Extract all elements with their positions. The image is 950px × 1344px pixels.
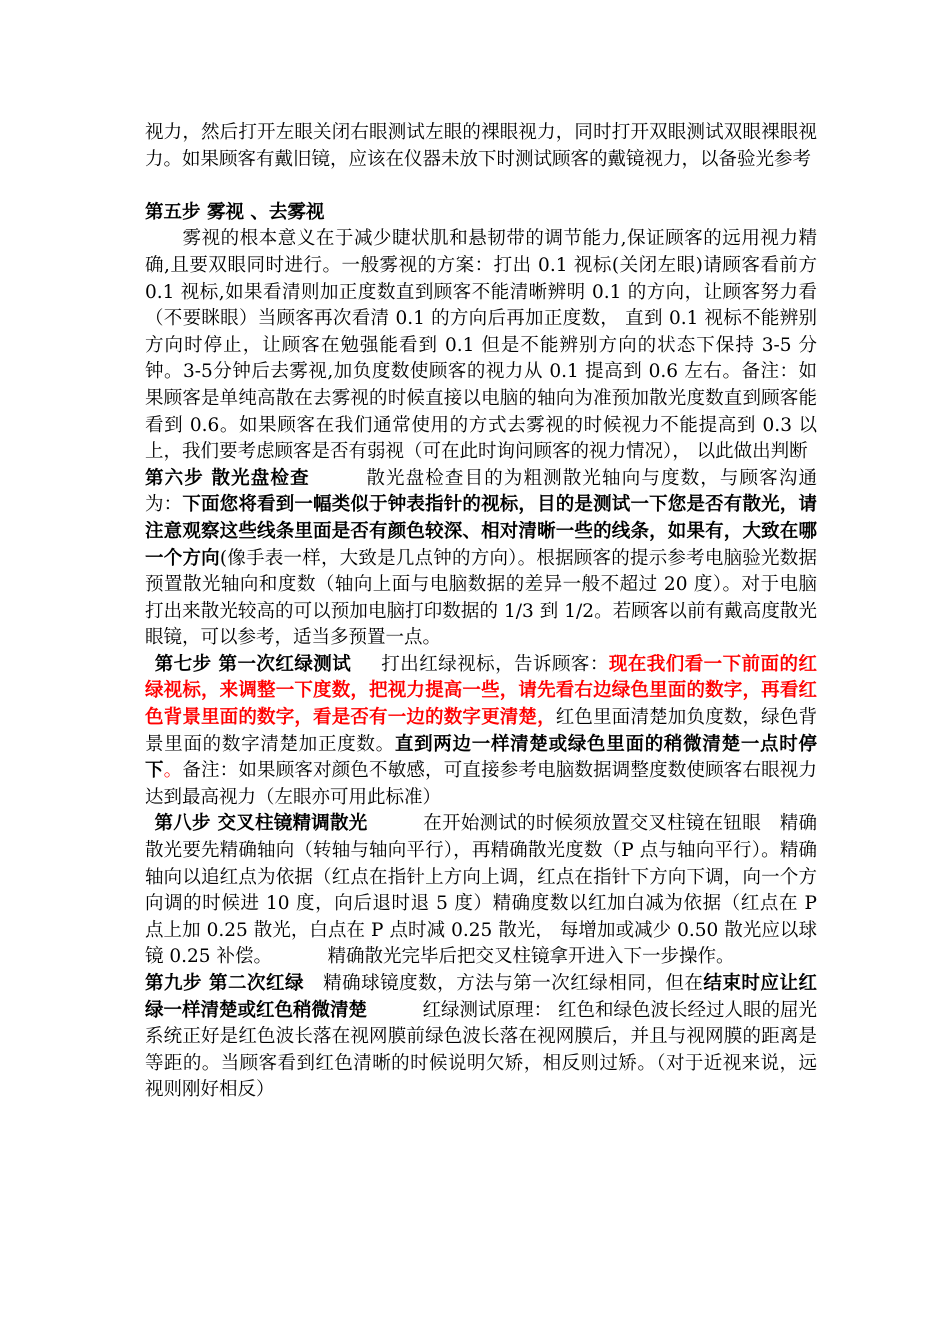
- step9-heading: 第九步 第二次红绿: [145, 973, 305, 994]
- paragraph-gap: [145, 173, 817, 200]
- step8-heading: 第八步 交叉柱镜精调散光: [154, 813, 368, 835]
- document-body: [145, 120, 817, 1104]
- step5-heading-text: 第五步 雾视 、去雾视: [145, 201, 325, 223]
- step8-paragraph: [145, 811, 817, 971]
- step8-text1: 在开始测试的时候须放置交叉柱镜在钮眼: [423, 813, 761, 835]
- step9-bold: 结束时应让红绿一样清楚或红色稍微清楚: [145, 973, 817, 1021]
- step9-text2: 红绿测试原理： 红色和绿色波长经过人眼的屈光系统正好是红色波长落在视网膜前绿色波长落在视网膜后，并且与视网膜的距离是等距的。当顾客看到红色清晰的时候说明欠矫，相反则过矫。（对于近视来说，远视则刚好相反）: [145, 999, 817, 1101]
- step6-text2: (像手表一样，大致是几点钟的方向）。根据顾客的提示参考电脑验光数据预置散光轴向和度数（轴向上面与电脑数据的差异一般不超过 20 度）。对于电脑打出来散光较高的可以预加电脑打印数据的 1/3 到 1/2。若顾客以前有戴高度散光眼镜，可以参考，适当多预置一点。: [145, 547, 817, 649]
- step7-text3: 备注：如果顾客对颜色不敏感，可直接参考电脑数据调整度数使顾客右眼视力达到最高视力（左眼亦可用此标准）: [145, 760, 817, 808]
- step5-heading: [145, 200, 817, 227]
- step7-text1: 打出红绿视标，告诉顾客：: [380, 653, 609, 675]
- step6-heading: 第六步 散光盘检查: [145, 467, 310, 489]
- intro-text: 视力，然后打开左眼关闭右眼测试左眼的裸眼视力，同时打开双眼测试双眼裸眼视力。如果顾客有戴旧镜，应该在仪器未放下时测试顾客的戴镜视力，以备验光参考: [145, 122, 817, 170]
- step9-paragraph: [145, 971, 817, 1104]
- step9-text1: 精确球镜度数，方法与第一次红绿相同，但在: [322, 973, 704, 994]
- step7-bold: 直到两边一样清楚或绿色里面的稍微清楚一点时停下: [145, 733, 817, 782]
- step7-red-end: 。: [163, 760, 183, 782]
- step7-heading: 第七步 第一次红绿测试: [154, 653, 352, 675]
- step6-bold: 下面您将看到一幅类似于钟表指针的视标，目的是测试一下您是否有散光，请注意观察这些线条里面是否有颜色较深、相对清晰一些的线条，如果有，大致在哪一个方向: [145, 494, 817, 569]
- step6-text1: 散光盘检查目的为粗测散光轴向与度数，与顾客沟通为：: [145, 467, 817, 516]
- intro-paragraph: [145, 120, 817, 173]
- step7-red: 现在我们看一下前面的红绿视标，来调整一下度数，把视力提高一些，请先看右边绿色里面的数字，再看红色背景里面的数字，看是否有一边的数字更清楚，: [145, 653, 817, 729]
- step7-text2: 红色里面清楚加负度数，绿色背景里面的数字清楚加正度数。: [145, 707, 817, 755]
- step5-paragraph: [145, 226, 817, 465]
- step6-paragraph: [145, 466, 817, 652]
- step8-text3: 精确散光完毕后把交叉柱镜拿开进入下一步操作。: [327, 946, 735, 968]
- step5-body: 雾视的根本意义在于减少睫状肌和悬韧带的调节能力,保证顾客的远用视力精确,且要双眼同时进行。一般雾视的方案：打出 0.1 视标(关闭左眼)请顾客看前方 0.1 视标,如果看清则加正度数直到顾客不能清晰辨明 0.1 的方向，让顾客努力看（不要眯眼）当顾客再次看清 0.1 的方向后再加正度数， 直到 0.1 视标不能辨别方向时停止，让顾客在勉强能看到 0.1 但是不能辨别方向的状态下保持 3-5 分钟。3-5分钟后去雾视,加负度数使顾客的视力从 0.1 提高到 0.6 左右。备注：如果顾客是单纯高散在去雾视的时候直接以电脑的轴向为准预加散光度数直到顾客能看到 0.6。如果顾客在我们通常使用的方式去雾视的时候视力不能提高到 0.3 以上，我们要考虑顾客是否有弱视（可在此时询问顾客的视力情况）， 以此做出判断: [145, 228, 817, 463]
- step8-text2: 精确散光要先精确轴向（转轴与轴向平行），再精确散光度数（P 点与轴向平行）。精确轴向以追红点为依据（红点在指针上方向上调，红点在指针下方向下调，向一个方向调的时候进 10 度，向后退时退 5 度）精确度数以红加白减为依据（红点在 P 点上加 0.25 散光，白点在 P 点时减 0.25 散光， 每增加或减少 0.50 散光应以球镜 0.25 补偿。: [145, 813, 817, 968]
- step7-paragraph: [145, 652, 817, 812]
